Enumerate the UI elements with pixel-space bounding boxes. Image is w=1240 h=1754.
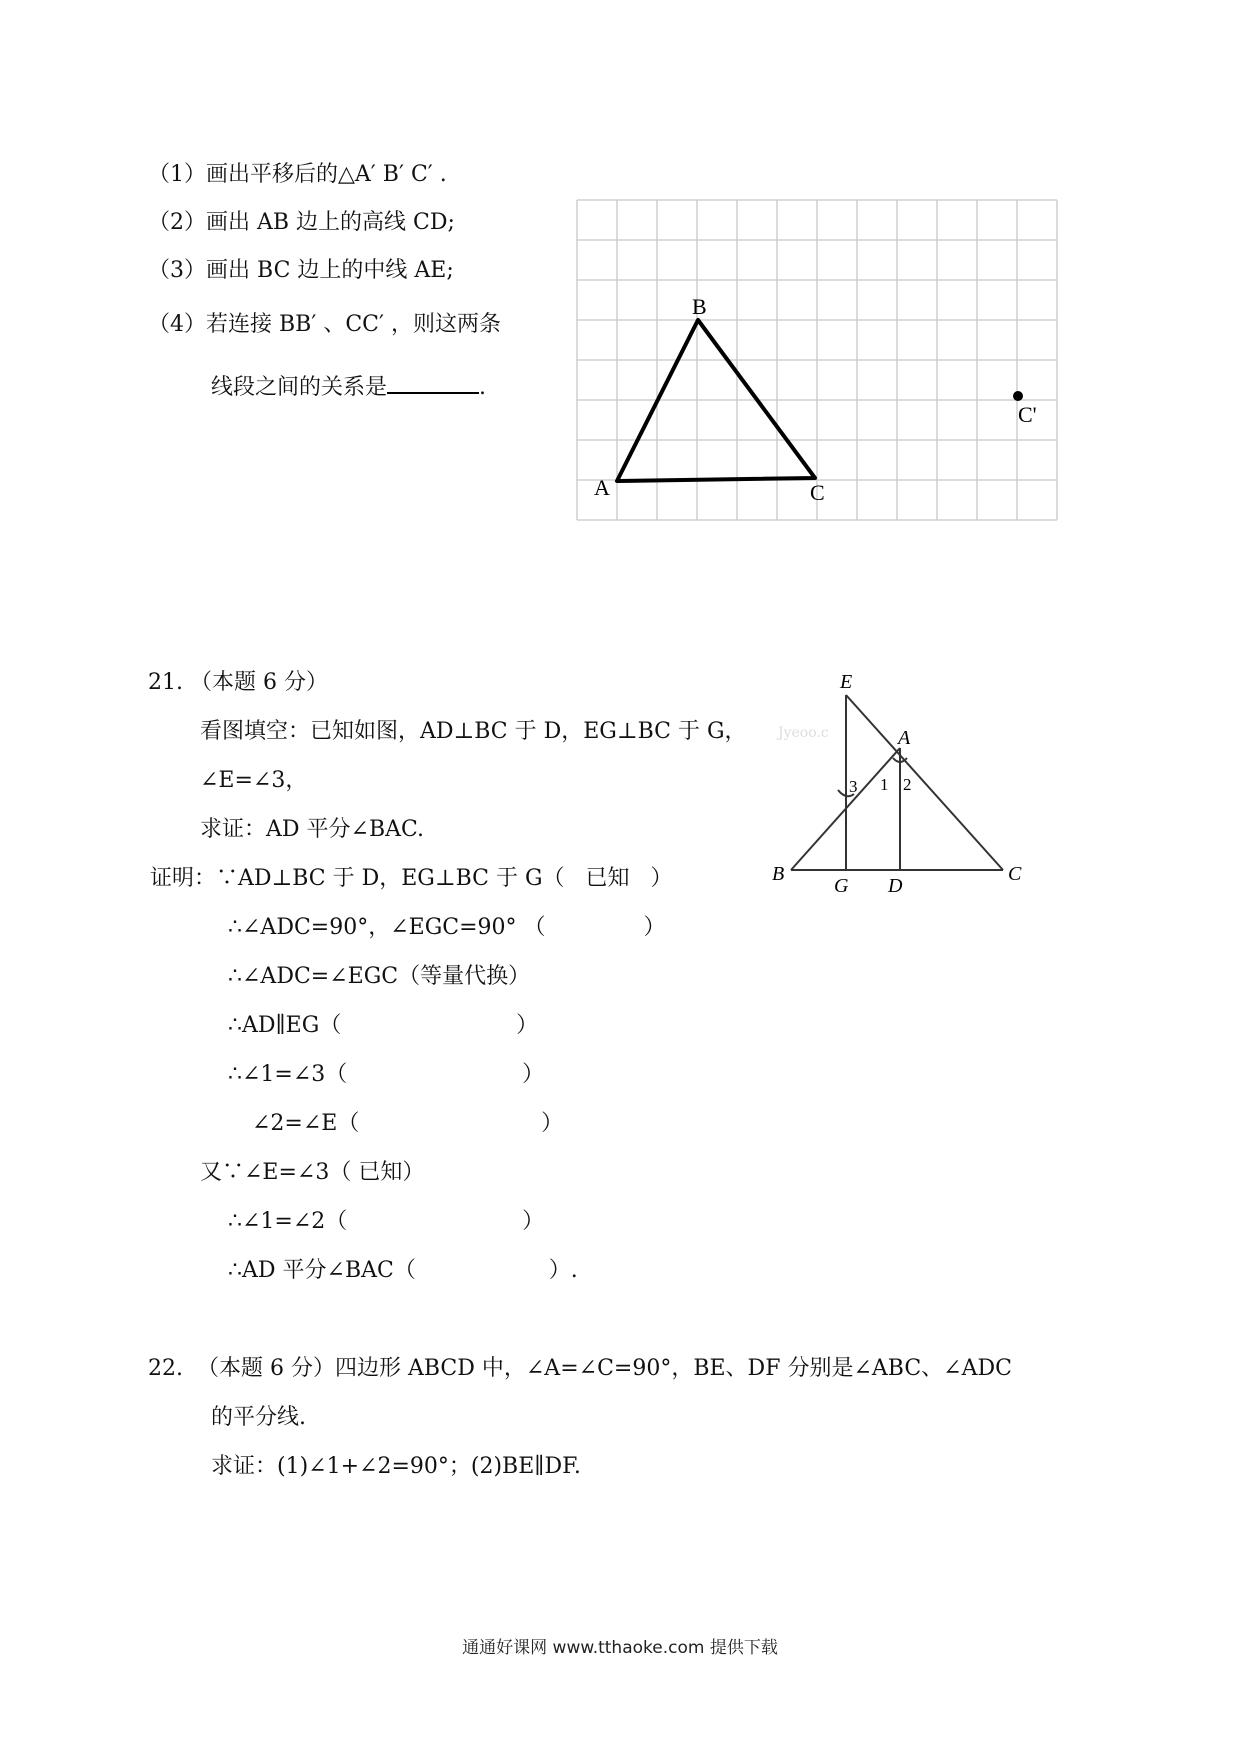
label-a: A [898, 727, 911, 749]
proof-line-1: 证明：∵AD⊥BC 于 D，EG⊥BC 于 G（ 已知 ） [150, 866, 673, 891]
label-b: B [772, 863, 785, 885]
proof-line-6: ∠2=∠E（ ） [252, 1111, 564, 1136]
q20-item-2: （2）画出 AB 边上的高线 CD; [148, 210, 455, 235]
proof-line-4: ∴AD∥EG（ ） [228, 1013, 539, 1038]
label-e: E [840, 671, 853, 693]
label-a: A [594, 475, 610, 500]
label-b: B [692, 294, 707, 319]
label-d: D [888, 875, 903, 897]
q22-line-1: 22. （本题 6 分）四边形 ABCD 中，∠A=∠C=90°，BE、DF 分别是∠ABC、∠ADC [148, 1356, 1012, 1381]
q20-item-1: （1）画出平移后的△A′ B′ C′ . [148, 162, 447, 187]
label-c-prime: C' [1018, 402, 1037, 427]
label-angle-2: 2 [903, 775, 912, 794]
label-angle-1: 1 [880, 775, 889, 794]
q22-line-3: 求证：(1)∠1+∠2=90°；(2)BE∥DF. [211, 1454, 581, 1479]
label-angle-3: 3 [849, 777, 858, 796]
q21-line-3: 求证：AD 平分∠BAC. [200, 817, 425, 842]
q21-line-2: ∠E=∠3， [200, 768, 308, 793]
footer: 通通好课网 www.tthaoke.com 提供下载 [462, 1638, 778, 1658]
label-c: C [1008, 863, 1022, 885]
label-c: C [810, 480, 825, 505]
proof-line-8: ∴∠1=∠2（ ） [228, 1209, 545, 1234]
label-g: G [834, 875, 849, 897]
q20-item-4: （4）若连接 BB′ 、CC′ ，则这两条 [148, 312, 501, 337]
q21-header: 21. （本题 6 分） [148, 670, 328, 695]
proof-line-7: 又∵∠E=∠3（ 已知） [200, 1160, 425, 1185]
q20-item-4-suffix: . [479, 375, 487, 400]
proof-line-9: ∴AD 平分∠BAC（ ）. [228, 1258, 578, 1283]
proof-line-2: ∴∠ADC=90°，∠EGC=90° （ ） [228, 915, 666, 940]
proof-line-5: ∴∠1=∠3（ ） [228, 1062, 545, 1087]
watermark: Jyeoo.c [778, 725, 829, 741]
q22-line-2: 的平分线. [211, 1405, 306, 1430]
q21-line-1: 看图填空：已知如图，AD⊥BC 于 D，EG⊥BC 于 G， [200, 719, 747, 744]
q20-item-3: （3）画出 BC 边上的中线 AE; [148, 258, 454, 283]
proof-line-3: ∴∠ADC=∠EGC（等量代换） [228, 964, 531, 989]
q20-item-4-prefix: 线段之间的关系是 [211, 375, 388, 400]
